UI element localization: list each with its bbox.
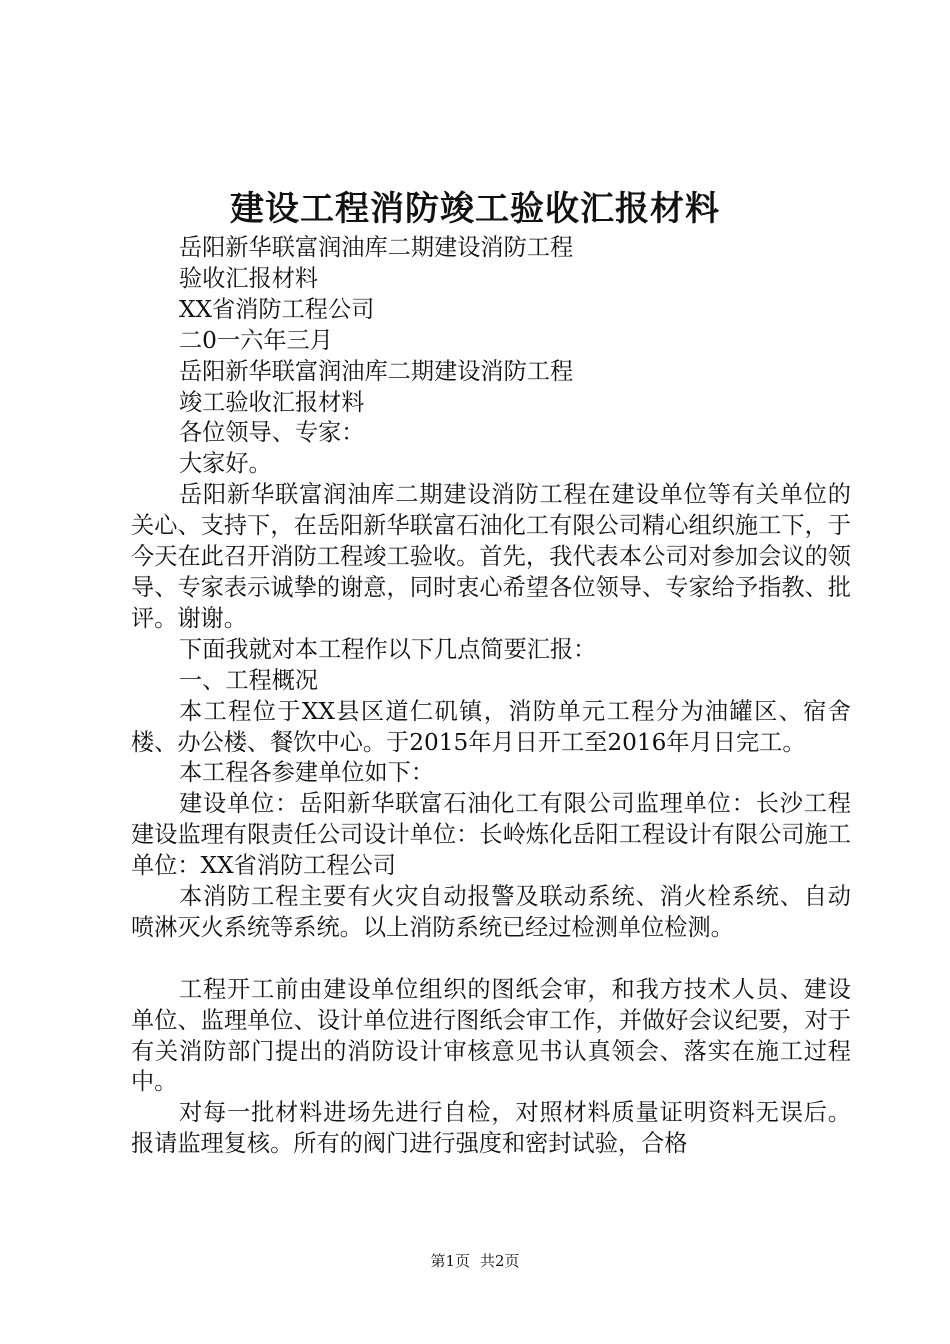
greeting-line: 大家好。: [179, 450, 272, 478]
document-body: [131, 233, 851, 1160]
paragraph-drawing-review: 工程开工前由建设单位组织的图纸会审，和我方技术人员、建设单位、监理单位、设计单位进行图纸会审工作，并做好会议纪要，对于有关消防部门提出的消防设计审核意见书认真领会、落实在施工过程中。: [131, 975, 851, 1096]
paragraph-location: 本工程位于XX县区道仁矶镇，消防单元工程分为油罐区、宿舍楼、办公楼、餐饮中心。于2015年月日开工至2016年月日完工。: [131, 697, 851, 756]
salutation-line: 各位领导、专家：: [179, 419, 365, 447]
page-number: 第1页: [430, 1252, 470, 1270]
paragraph-material-inspection: 对每一批材料进场先进行自检，对照材料质量证明资料无误后。报请监理复核。所有的阀门进行强度和密封试验，合格: [131, 1099, 851, 1158]
header-line-company: XX省消防工程公司: [179, 295, 375, 323]
paragraph-participants: 建设单位：岳阳新华联富石油化工有限公司监理单位：长沙工程建设监理有限责任公司设计单位：长岭炼化岳阳工程设计有限公司施工单位：XX省消防工程公司: [131, 790, 851, 880]
header-line-date: 二0一六年三月: [179, 326, 333, 354]
header-line-project-repeat: 岳阳新华联富润油库二期建设消防工程: [179, 357, 574, 385]
document-title: 建设工程消防竣工验收汇报材料: [230, 189, 720, 229]
header-line-project: 岳阳新华联富润油库二期建设消防工程: [179, 234, 574, 261]
paragraph-systems: 本消防工程主要有火灾自动报警及联动系统、消火栓系统、自动喷淋灭火系统等系统。以上消防系统已经过检测单位检测。: [131, 883, 851, 941]
page-footer: [0, 1250, 950, 1272]
header-line-report: 验收汇报材料: [179, 264, 319, 292]
header-line-completion-report: 竣工验收汇报材料: [179, 388, 365, 416]
paragraph-introduction: 岳阳新华联富润油库二期建设消防工程在建设单位等有关单位的关心、支持下，在岳阳新华联富石油化工有限公司精心组织施工下，于今天在此召开消防工程竣工验收。首先，我代表本公司对参加会议的领导、专家表示诚挚的谢意，同时衷心希望各位领导、专家给予指教、批评。谢谢。: [131, 481, 851, 632]
section-heading-overview: 一、工程概况: [179, 666, 319, 694]
paragraph-participants-intro: 本工程各参建单位如下：: [179, 759, 435, 787]
paragraph-report-intro: 下面我就对本工程作以下几点简要汇报：: [179, 635, 597, 663]
page-total: 共2页: [480, 1252, 520, 1270]
paragraph-gap: [131, 944, 851, 975]
